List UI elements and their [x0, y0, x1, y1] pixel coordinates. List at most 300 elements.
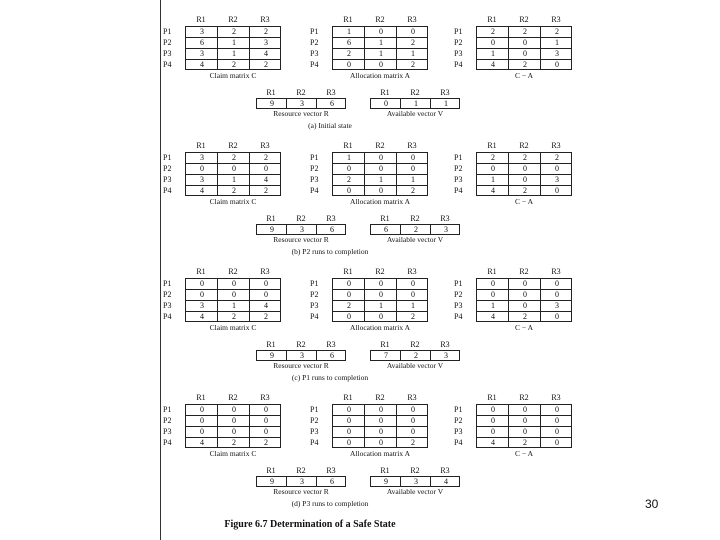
matrix-cell: 0 — [379, 164, 383, 173]
matrix-cell: 4 — [491, 312, 495, 321]
matrix-cell: 0 — [523, 405, 527, 414]
matrix-cell: 0 — [523, 175, 527, 184]
matrix-cell: 2 — [411, 186, 415, 195]
vector-cell: 0 — [384, 99, 388, 108]
matrix-cell: 6 — [200, 38, 204, 47]
row-label: P4 — [310, 312, 319, 321]
vector-cell: 6 — [330, 225, 334, 234]
matrix-cell: 2 — [555, 153, 559, 162]
matrix-caption: C − A — [515, 71, 533, 80]
matrix-cell: 1 — [379, 49, 383, 58]
column-header: R1 — [266, 340, 276, 349]
row-label: P1 — [454, 405, 463, 414]
row-label: P4 — [454, 438, 463, 447]
matrix-cell: 2 — [264, 438, 268, 447]
column-header: R3 — [551, 141, 561, 150]
matrix-cell: 2 — [232, 186, 236, 195]
matrix-cell: 2 — [264, 153, 268, 162]
matrix-grid — [476, 404, 572, 448]
matrix-cell: 2 — [411, 438, 415, 447]
matrix-cell: 3 — [555, 49, 559, 58]
matrix-grid — [332, 404, 428, 448]
row-label: P3 — [454, 301, 463, 310]
column-header: R3 — [407, 15, 417, 24]
column-header: R2 — [375, 15, 385, 24]
state-caption: (c) P1 runs to completion — [291, 373, 369, 382]
vector-caption: Resource vector R — [273, 235, 329, 244]
matrix-cell: 2 — [523, 438, 527, 447]
column-header: R3 — [260, 15, 270, 24]
vector-caption: Available vector V — [386, 487, 444, 496]
row-label: P3 — [454, 175, 463, 184]
matrix-cell: 0 — [347, 164, 351, 173]
matrix-cell: 0 — [379, 427, 383, 436]
matrix-cell: 1 — [347, 153, 351, 162]
row-label: P1 — [163, 405, 172, 414]
vector-caption: Resource vector R — [273, 487, 329, 496]
column-header: R1 — [487, 267, 497, 276]
row-label: P4 — [310, 60, 319, 69]
row-label: P4 — [163, 186, 172, 195]
column-header: R2 — [410, 214, 420, 223]
matrix-cell: 0 — [491, 279, 495, 288]
matrix-cell: 0 — [555, 164, 559, 173]
column-header: R3 — [407, 141, 417, 150]
matrix-cell: 2 — [523, 153, 527, 162]
matrix-cell: 0 — [379, 290, 383, 299]
matrix-cell: 2 — [523, 27, 527, 36]
column-header: R3 — [260, 267, 270, 276]
matrix-cell: 1 — [379, 175, 383, 184]
matrix-cell: 0 — [555, 186, 559, 195]
row-label: P3 — [454, 49, 463, 58]
matrix-cell: 4 — [200, 438, 204, 447]
matrix-grid — [332, 26, 428, 70]
matrix-cell: 0 — [411, 416, 415, 425]
matrix-cell: 1 — [555, 38, 559, 47]
row-label: P4 — [454, 60, 463, 69]
matrix-grid — [476, 26, 572, 70]
column-header: R1 — [380, 466, 390, 475]
column-header: R3 — [551, 393, 561, 402]
matrix-cell: 2 — [232, 27, 236, 36]
matrix-cell: 4 — [264, 175, 268, 184]
row-label: P2 — [163, 290, 172, 299]
matrix-cell: 0 — [491, 164, 495, 173]
matrix-cell: 1 — [411, 301, 415, 310]
slide-left-border — [160, 0, 161, 540]
column-header: R2 — [296, 466, 306, 475]
matrix-cell: 0 — [411, 164, 415, 173]
matrix-cell: 0 — [523, 164, 527, 173]
vector-cell: 3 — [444, 351, 448, 360]
row-label: P4 — [163, 312, 172, 321]
vector-caption: Available vector V — [386, 361, 444, 370]
vector-cell: 4 — [444, 477, 448, 486]
matrix-cell: 0 — [523, 290, 527, 299]
matrix-cell: 2 — [411, 60, 415, 69]
matrix-caption: Allocation matrix A — [350, 449, 410, 458]
matrix-cell: 0 — [379, 60, 383, 69]
column-header: R2 — [519, 267, 529, 276]
matrix-cell: 2 — [411, 312, 415, 321]
matrix-cell: 0 — [411, 27, 415, 36]
matrix-cell: 0 — [232, 279, 236, 288]
matrix-cell: 2 — [347, 301, 351, 310]
matrix-cell: 0 — [555, 416, 559, 425]
column-header: R2 — [228, 267, 238, 276]
vector-grid — [370, 98, 460, 109]
row-label: P3 — [310, 301, 319, 310]
row-label: P1 — [310, 405, 319, 414]
matrix-cell: 0 — [523, 301, 527, 310]
row-label: P2 — [454, 290, 463, 299]
column-header: R3 — [326, 88, 336, 97]
matrix-cell: 0 — [200, 405, 204, 414]
matrix-cell: 0 — [379, 279, 383, 288]
matrix-cell: 0 — [491, 38, 495, 47]
vector-cell: 9 — [270, 351, 274, 360]
matrix-cell: 0 — [523, 38, 527, 47]
matrix-cell: 0 — [555, 60, 559, 69]
matrix-cell: 1 — [491, 49, 495, 58]
row-label: P3 — [163, 175, 172, 184]
matrix-cell: 2 — [264, 186, 268, 195]
matrix-cell: 0 — [264, 427, 268, 436]
matrix-cell: 2 — [347, 175, 351, 184]
column-header: R2 — [296, 88, 306, 97]
matrix-cell: 0 — [264, 279, 268, 288]
matrix-cell: 0 — [232, 416, 236, 425]
vector-grid — [256, 350, 346, 361]
column-header: R2 — [228, 15, 238, 24]
matrix-cell: 6 — [347, 38, 351, 47]
matrix-cell: 2 — [232, 153, 236, 162]
matrix-cell: 2 — [232, 312, 236, 321]
state-caption: (d) P3 runs to completion — [291, 499, 369, 508]
matrix-cell: 0 — [379, 312, 383, 321]
column-header: R1 — [380, 214, 390, 223]
column-header: R3 — [326, 466, 336, 475]
matrix-cell: 2 — [411, 38, 415, 47]
matrix-cell: 1 — [232, 38, 236, 47]
matrix-cell: 1 — [379, 301, 383, 310]
matrix-cell: 1 — [232, 175, 236, 184]
matrix-caption: C − A — [515, 323, 533, 332]
matrix-cell: 2 — [264, 312, 268, 321]
vector-cell: 6 — [330, 351, 334, 360]
matrix-caption: Allocation matrix A — [350, 323, 410, 332]
column-header: R1 — [266, 214, 276, 223]
row-label: P2 — [310, 416, 319, 425]
matrix-cell: 4 — [200, 312, 204, 321]
column-header: R3 — [440, 214, 450, 223]
column-header: R2 — [519, 15, 529, 24]
column-header: R1 — [487, 141, 497, 150]
column-header: R2 — [375, 267, 385, 276]
matrix-cell: 4 — [264, 301, 268, 310]
matrix-cell: 3 — [200, 301, 204, 310]
matrix-cell: 0 — [379, 153, 383, 162]
matrix-cell: 0 — [411, 405, 415, 414]
matrix-caption: C − A — [515, 197, 533, 206]
vector-grid — [370, 224, 460, 235]
row-label: P1 — [163, 153, 172, 162]
matrix-cell: 2 — [232, 60, 236, 69]
column-header: R1 — [266, 466, 276, 475]
row-label: P2 — [454, 38, 463, 47]
column-header: R1 — [196, 141, 206, 150]
matrix-cell: 0 — [379, 27, 383, 36]
matrix-caption: C − A — [515, 449, 533, 458]
matrix-cell: 0 — [379, 405, 383, 414]
vector-cell: 2 — [414, 351, 418, 360]
column-header: R3 — [260, 141, 270, 150]
row-label: P1 — [454, 153, 463, 162]
matrix-cell: 0 — [200, 416, 204, 425]
column-header: R1 — [487, 15, 497, 24]
column-header: R3 — [551, 267, 561, 276]
matrix-cell: 2 — [491, 27, 495, 36]
figure-caption: Figure 6.7 Determination of a Safe State — [224, 519, 396, 530]
row-label: P3 — [454, 427, 463, 436]
row-label: P2 — [163, 416, 172, 425]
column-header: R1 — [343, 141, 353, 150]
matrix-cell: 3 — [555, 301, 559, 310]
matrix-cell: 4 — [491, 438, 495, 447]
matrix-caption: Allocation matrix A — [350, 197, 410, 206]
matrix-cell: 0 — [379, 416, 383, 425]
matrix-cell: 0 — [555, 290, 559, 299]
vector-caption: Available vector V — [386, 109, 444, 118]
matrix-cell: 0 — [523, 49, 527, 58]
matrix-cell: 0 — [411, 290, 415, 299]
matrix-cell: 2 — [523, 186, 527, 195]
vector-cell: 3 — [444, 225, 448, 234]
column-header: R2 — [410, 340, 420, 349]
matrix-cell: 0 — [200, 427, 204, 436]
matrix-cell: 4 — [491, 186, 495, 195]
matrix-cell: 0 — [347, 290, 351, 299]
matrix-cell: 2 — [264, 27, 268, 36]
row-label: P2 — [454, 416, 463, 425]
vector-cell: 2 — [414, 225, 418, 234]
matrix-cell: 2 — [523, 312, 527, 321]
column-header: R2 — [410, 466, 420, 475]
vector-cell: 9 — [270, 225, 274, 234]
matrix-caption: Claim matrix C — [209, 449, 257, 458]
matrix-grid — [185, 278, 281, 322]
matrix-cell: 0 — [491, 416, 495, 425]
matrix-cell: 0 — [347, 279, 351, 288]
row-label: P1 — [163, 279, 172, 288]
vector-cell: 6 — [330, 99, 334, 108]
row-label: P2 — [310, 38, 319, 47]
matrix-grid — [185, 26, 281, 70]
row-label: P4 — [310, 438, 319, 447]
column-header: R3 — [326, 340, 336, 349]
column-header: R2 — [296, 340, 306, 349]
row-label: P1 — [310, 153, 319, 162]
matrix-cell: 0 — [200, 279, 204, 288]
row-label: P3 — [310, 427, 319, 436]
matrix-cell: 0 — [555, 279, 559, 288]
page-number: 30 — [645, 497, 659, 511]
vector-cell: 6 — [384, 225, 388, 234]
matrix-cell: 0 — [555, 312, 559, 321]
state-caption: (b) P2 runs to completion — [291, 247, 369, 256]
row-label: P3 — [310, 49, 319, 58]
matrix-cell: 1 — [491, 301, 495, 310]
matrix-cell: 3 — [200, 27, 204, 36]
matrix-cell: 1 — [347, 27, 351, 36]
matrix-cell: 4 — [264, 49, 268, 58]
column-header: R2 — [410, 88, 420, 97]
column-header: R1 — [487, 393, 497, 402]
matrix-cell: 0 — [264, 290, 268, 299]
matrix-cell: 0 — [523, 279, 527, 288]
row-label: P1 — [454, 279, 463, 288]
matrix-cell: 0 — [523, 427, 527, 436]
column-header: R2 — [375, 141, 385, 150]
matrix-cell: 0 — [555, 405, 559, 414]
matrix-cell: 0 — [555, 438, 559, 447]
matrix-cell: 0 — [379, 438, 383, 447]
row-label: P4 — [163, 60, 172, 69]
matrix-cell: 0 — [347, 427, 351, 436]
matrix-grid — [185, 404, 281, 448]
matrix-cell: 0 — [347, 438, 351, 447]
row-label: P4 — [163, 438, 172, 447]
state-caption: (a) Initial state — [308, 121, 352, 130]
matrix-caption: Claim matrix C — [209, 197, 257, 206]
row-label: P1 — [163, 27, 172, 36]
vector-cell: 3 — [300, 477, 304, 486]
matrix-cell: 2 — [264, 60, 268, 69]
vector-grid — [370, 476, 460, 487]
matrix-cell: 0 — [347, 60, 351, 69]
matrix-cell: 0 — [347, 186, 351, 195]
matrix-cell: 0 — [411, 427, 415, 436]
row-label: P2 — [310, 164, 319, 173]
matrix-cell: 0 — [200, 164, 204, 173]
column-header: R2 — [228, 141, 238, 150]
row-label: P2 — [163, 38, 172, 47]
matrix-cell: 0 — [523, 416, 527, 425]
vector-cell: 1 — [414, 99, 418, 108]
matrix-cell: 1 — [379, 38, 383, 47]
column-header: R3 — [551, 15, 561, 24]
matrix-cell: 3 — [200, 175, 204, 184]
column-header: R1 — [196, 267, 206, 276]
matrix-caption: Claim matrix C — [209, 323, 257, 332]
matrix-caption: Allocation matrix A — [350, 71, 410, 80]
matrix-cell: 4 — [200, 60, 204, 69]
column-header: R1 — [343, 15, 353, 24]
row-label: P2 — [454, 164, 463, 173]
matrix-cell: 0 — [555, 427, 559, 436]
matrix-cell: 0 — [491, 427, 495, 436]
matrix-cell: 1 — [491, 175, 495, 184]
vector-cell: 3 — [300, 225, 304, 234]
column-header: R1 — [380, 340, 390, 349]
vector-grid — [256, 224, 346, 235]
vector-cell: 9 — [270, 99, 274, 108]
column-header: R3 — [260, 393, 270, 402]
matrix-caption: Claim matrix C — [209, 71, 257, 80]
column-header: R3 — [440, 466, 450, 475]
vector-cell: 9 — [384, 477, 388, 486]
matrix-cell: 2 — [347, 49, 351, 58]
vector-grid — [370, 350, 460, 361]
matrix-grid — [332, 152, 428, 196]
column-header: R1 — [343, 267, 353, 276]
row-label: P3 — [163, 49, 172, 58]
matrix-cell: 1 — [411, 175, 415, 184]
matrix-cell: 1 — [232, 49, 236, 58]
matrix-cell: 0 — [347, 405, 351, 414]
vector-grid — [256, 98, 346, 109]
column-header: R2 — [228, 393, 238, 402]
row-label: P4 — [454, 186, 463, 195]
matrix-grid — [185, 152, 281, 196]
vector-grid — [256, 476, 346, 487]
matrix-cell: 3 — [264, 38, 268, 47]
vector-cell: 6 — [330, 477, 334, 486]
column-header: R3 — [407, 393, 417, 402]
vector-cell: 3 — [300, 99, 304, 108]
column-header: R2 — [296, 214, 306, 223]
matrix-cell: 2 — [555, 27, 559, 36]
matrix-cell: 0 — [411, 279, 415, 288]
matrix-cell: 0 — [264, 164, 268, 173]
row-label: P3 — [163, 301, 172, 310]
vector-cell: 9 — [270, 477, 274, 486]
column-header: R1 — [266, 88, 276, 97]
row-label: P4 — [454, 312, 463, 321]
vector-caption: Resource vector R — [273, 109, 329, 118]
matrix-cell: 0 — [264, 416, 268, 425]
row-label: P2 — [310, 290, 319, 299]
matrix-cell: 3 — [555, 175, 559, 184]
row-label: P1 — [310, 279, 319, 288]
matrix-cell: 0 — [491, 405, 495, 414]
matrix-cell: 4 — [200, 186, 204, 195]
vector-caption: Available vector V — [386, 235, 444, 244]
matrix-grid — [476, 152, 572, 196]
column-header: R3 — [407, 267, 417, 276]
column-header: R3 — [440, 340, 450, 349]
column-header: R1 — [343, 393, 353, 402]
column-header: R3 — [326, 214, 336, 223]
matrix-cell: 0 — [347, 416, 351, 425]
matrix-cell: 1 — [232, 301, 236, 310]
vector-cell: 7 — [384, 351, 388, 360]
matrix-cell: 2 — [232, 438, 236, 447]
matrix-cell: 0 — [200, 290, 204, 299]
matrix-cell: 0 — [232, 405, 236, 414]
row-label: P1 — [454, 27, 463, 36]
row-label: P1 — [310, 27, 319, 36]
matrix-cell: 1 — [411, 49, 415, 58]
matrix-cell: 2 — [491, 153, 495, 162]
column-header: R2 — [519, 141, 529, 150]
column-header: R2 — [375, 393, 385, 402]
matrix-cell: 0 — [491, 290, 495, 299]
column-header: R1 — [196, 393, 206, 402]
matrix-cell: 0 — [232, 290, 236, 299]
matrix-cell: 4 — [491, 60, 495, 69]
